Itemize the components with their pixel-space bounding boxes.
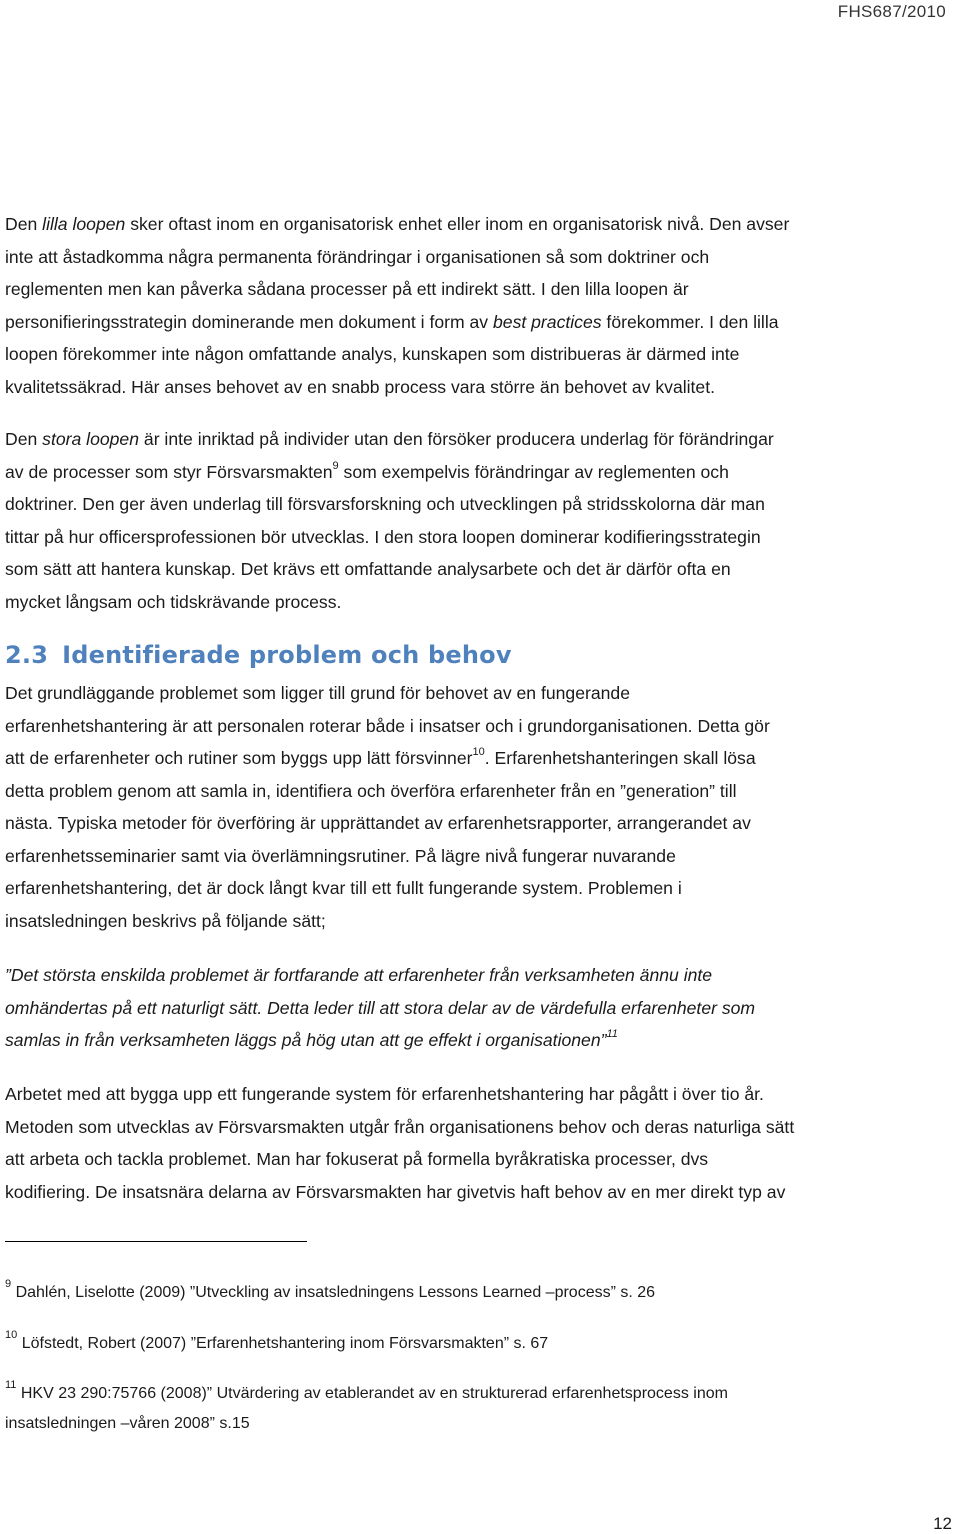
section-title: Identifierade problem och behov: [62, 641, 512, 669]
text-line: insatsledningen beskrivs på följande sätt;: [5, 910, 326, 931]
text-line: Arbetet med att bygga upp ett fungerande system för erfarenhetshantering har pågått i över tio år.: [5, 1084, 764, 1104]
text-line: kodifiering. De insatsnära delarna av Försvarsmakten har givetvis haft behov av en mer direkt typ av: [5, 1181, 786, 1202]
document-header-code: FHS687/2010: [837, 2, 946, 21]
paragraph-system-work: [5, 1078, 957, 1208]
text-line: nästa. Typiska metoder för överföring är upprättandet av erfarenhetsrapporter, arrangerandet av: [5, 813, 751, 833]
footnote-11: [5, 1379, 728, 1439]
section-number: 2.3: [5, 641, 49, 669]
text-line: Metoden som utvecklas av Försvarsmakten utgår från organisationens behov och deras naturliga sätt: [5, 1116, 795, 1137]
footnote-9: [5, 1278, 655, 1308]
text-line: ”Det största enskilda problemet är fortfarande att erfarenheter från verksamheten ännu inte: [5, 965, 713, 985]
paragraph-lilla-loopen: [5, 208, 957, 403]
footnote-text: HKV 23 290:75766 (2008)” Utvärdering av etablerandet av en strukturerad erfarenhetsprocess inom: [20, 1385, 728, 1402]
text-line: kvalitetssäkrad. Här anses behovet av en snabb process vara större än behovet av kvalitet.: [5, 376, 715, 397]
text-line: inte att åstadkomma några permanenta förändringar i organisationen så som doktriner och: [5, 246, 710, 267]
footnote-separator: [5, 1241, 307, 1242]
text-line: doktriner. Den ger även underlag till försvarsforskning och utvecklingen på stridsskolorna där man: [5, 494, 765, 514]
text-line: personifieringsstrategin dominerande men dokument i form av best practices förekommer. I den lilla: [5, 311, 779, 332]
text-line: Det grundläggande problemet som ligger till grund för behovet av en fungerande: [5, 683, 630, 703]
text-line: som sätt att hantera kunskap. Det krävs ett omfattande analysarbete och det är därför ofta en: [5, 559, 731, 579]
text-line: loopen förekommer inte någon omfattande analys, kunskapen som distribueras är därmed inte: [5, 344, 740, 364]
text-line: att arbeta och tackla problemet. Man har fokuserat på formella byråkratiska processer, dvs: [5, 1149, 709, 1169]
text-line: detta problem genom att samla in, identifiera och överföra erfarenheter från en ”generation” till: [5, 780, 737, 801]
section-heading: [5, 641, 512, 669]
footnote-number: 10: [5, 1329, 18, 1341]
text-line: mycket långsam och tidskrävande process.: [5, 591, 342, 612]
paragraph-identified-problems: [5, 677, 957, 937]
footnote-number: 9: [5, 1278, 12, 1290]
text-line: att de erfarenheter och rutiner som byggs upp lätt försvinner$^{10}$. Erfarenhetshanteringen skall lösa: [5, 746, 756, 768]
footnote-ref-11: 11: [606, 1028, 618, 1040]
footnote-number: 11: [5, 1379, 17, 1391]
text-line: samlas in från verksamheten läggs på hög utan att ge effekt i organisationen”$^{11}$: [5, 1028, 618, 1050]
text-line: erfarenhetshantering, det är dock långt kvar till ett fullt fungerande system. Problemen i: [5, 878, 682, 898]
text-line: Den lilla loopen sker oftast inom en organisatorisk enhet eller inom en organisatorisk nivå. Den avser: [5, 214, 790, 234]
footnote-ref-9: 9: [332, 459, 339, 472]
text-line: omhändertas på ett naturligt sätt. Detta leder till att stora delar av de värdefulla erfarenheter som: [5, 997, 756, 1018]
footnote-text: Löfstedt, Robert (2007) ”Erfarenhetshantering inom Försvarsmakten” s. 67: [21, 1335, 549, 1352]
block-quote: [5, 959, 957, 1057]
footnote-text-continued: insatsledningen –våren 2008” s.15: [5, 1415, 250, 1432]
footnote-10: [5, 1329, 548, 1359]
text-line: av de processer som styr Försvarsmakten$^9$ som exempelvis förändringar av reglementen och: [5, 459, 729, 482]
footnote-text: Dahlén, Liselotte (2009) ”Utveckling av insatsledningens Lessons Learned –process” s. 26: [15, 1284, 656, 1301]
text-line: tittar på hur officersprofessionen bör utvecklas. I den stora loopen dominerar kodifieringsstrategin: [5, 526, 761, 547]
footnote-ref-10: 10: [472, 746, 485, 758]
page-number: 12: [933, 1514, 952, 1533]
text-line: erfarenhetshantering är att personalen roterar både i insatser och i grundorganisationen. Detta gör: [5, 715, 770, 736]
paragraph-stora-loopen: [5, 423, 957, 618]
text-line: reglementen men kan påverka sådana processer på ett indirekt sätt. I den lilla loopen är: [5, 279, 689, 299]
text-line: erfarenhetsseminarier samt via överlämningsrutiner. På lägre nivå fungerar nuvarande: [5, 845, 676, 866]
text-line: Den stora loopen är inte inriktad på individer utan den försöker producera underlag för förändringar: [5, 429, 774, 449]
